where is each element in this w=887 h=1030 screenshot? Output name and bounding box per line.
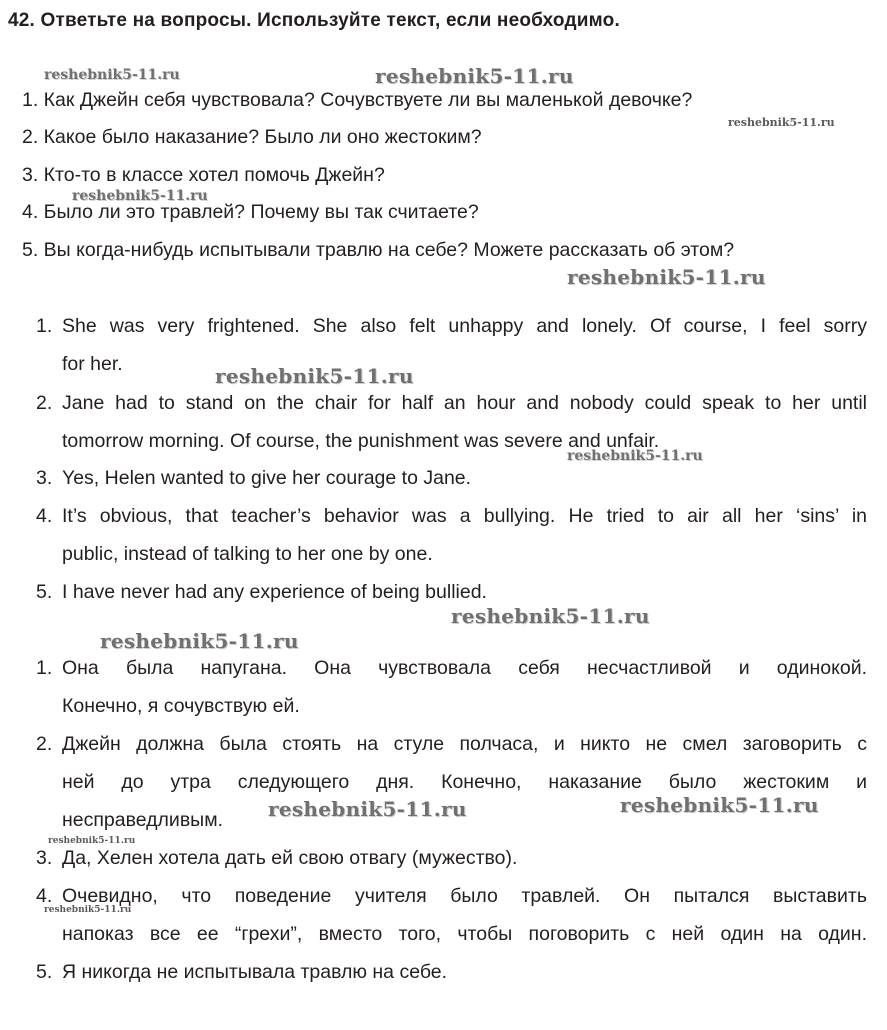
watermark: reshebnik5-11.ru bbox=[567, 265, 766, 289]
watermark: reshebnik5-11.ru bbox=[567, 448, 703, 464]
watermark: reshebnik5-11.ru bbox=[72, 188, 208, 204]
question-3: 3. Кто-то в классе хотел помочь Джейн? bbox=[22, 164, 385, 186]
answer-en-2: 2. Jane had to stand on the chair for half an hour and nobody could speak to her until tomorrow morning. Of course, the punishment was severe and unfair. bbox=[36, 392, 867, 452]
answer-ru-4: 4. Очевидно, что поведение учителя было травлей. Он пытался выставить напоказ все ее “грехи”, вместо того, чтобы поговорить с ней один на один. bbox=[36, 885, 867, 945]
answer-en-5: 5. I have never had any experience of being bullied. bbox=[36, 581, 487, 603]
exercise-title: 42. Ответьте на вопросы. Используйте текст, если необходимо. bbox=[8, 10, 620, 31]
answer-ru-1: 1. Она была напугана. Она чувствовала себя несчастливой и одинокой. Конечно, я сочувствую ей. bbox=[36, 657, 867, 717]
watermark: reshebnik5-11.ru bbox=[48, 836, 136, 846]
watermark: reshebnik5-11.ru bbox=[375, 64, 574, 88]
watermark: reshebnik5-11.ru bbox=[44, 67, 180, 83]
question-5: 5. Вы когда-нибудь испытывали травлю на себе? Можете рассказать об этом? bbox=[22, 239, 735, 261]
watermark: reshebnik5-11.ru bbox=[215, 364, 414, 388]
watermark: reshebnik5-11.ru bbox=[268, 797, 467, 821]
watermark: reshebnik5-11.ru bbox=[44, 905, 132, 915]
watermark: reshebnik5-11.ru bbox=[451, 604, 650, 628]
question-4: 4. Было ли это травлей? Почему вы так считаете? bbox=[22, 201, 479, 223]
watermark: reshebnik5-11.ru bbox=[728, 116, 835, 129]
watermark: reshebnik5-11.ru bbox=[100, 629, 299, 653]
answer-en-4: 4. It’s obvious, that teacher’s behavior was a bullying. He tried to air all her ‘sins’ in public, instead of talking to her one by one. bbox=[36, 505, 867, 565]
answer-ru-3: 3. Да, Хелен хотела дать ей свою отвагу (мужество). bbox=[36, 847, 518, 869]
answer-ru-2: 2. Джейн должна была стоять на стуле полчаса, и никто не смел заговорить с ней до утра следующего дня. Конечно, наказание было жестоким и несправедливым. bbox=[36, 733, 867, 831]
answer-en-1: 1. She was very frightened. She also felt unhappy and lonely. Of course, I feel sorry for her. bbox=[36, 315, 867, 375]
watermark: reshebnik5-11.ru bbox=[620, 793, 819, 817]
answer-ru-5: 5. Я никогда не испытывала травлю на себе. bbox=[36, 961, 448, 983]
question-2: 2. Какое было наказание? Было ли оно жестоким? bbox=[22, 126, 482, 148]
answer-en-3: 3. Yes, Helen wanted to give her courage to Jane. bbox=[36, 467, 472, 489]
question-1: 1. Как Джейн себя чувствовала? Сочувствуете ли вы маленькой девочке? bbox=[22, 89, 693, 111]
